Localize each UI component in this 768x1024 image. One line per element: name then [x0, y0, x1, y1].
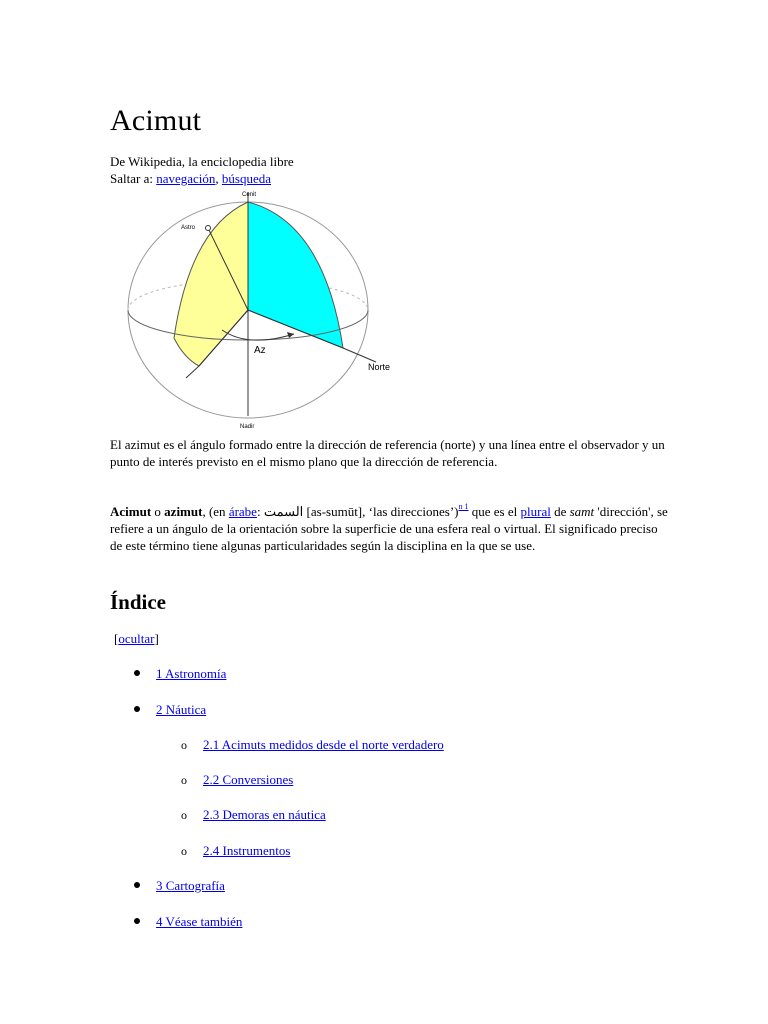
bullet-icon: [134, 918, 140, 924]
toc-item-link[interactable]: 2 Náutica: [156, 702, 207, 717]
term-samt: samt: [569, 504, 595, 519]
toc-item-link[interactable]: 4 Véase también: [156, 914, 243, 929]
bullet-icon: [134, 706, 140, 712]
term-azimut: azimut: [164, 504, 203, 519]
jump-prefix: Saltar a:: [110, 171, 157, 186]
circle-bullet-icon: o: [181, 844, 187, 858]
text-segment: de: [550, 504, 570, 519]
cyan-sector: [248, 202, 343, 348]
jump-separator: ,: [215, 171, 222, 186]
bullet-icon: [134, 882, 140, 888]
site-subtitle: De Wikipedia, la enciclopedia libre: [110, 154, 294, 169]
north-label: Norte: [368, 362, 391, 372]
text-segment: 'dirección', se refiere a un ángulo de la orientación sobre la superficie de una esfera real o virtual. El significado preciso de este término tiene algunas particularidades según la disciplina en la que se use.: [110, 504, 668, 553]
reference-link[interactable]: n 1: [458, 502, 469, 511]
text-segment: que es el: [468, 504, 521, 519]
toc-item-link[interactable]: 2.3 Demoras en náutica: [203, 807, 326, 822]
nadir-label: Nadir: [240, 424, 255, 428]
search-link[interactable]: búsqueda: [221, 171, 272, 186]
azimuth-extension: [186, 366, 199, 378]
star-point: [206, 226, 211, 231]
text-conj: o: [151, 504, 165, 519]
arabic-word: السمت: [263, 504, 304, 519]
navigation-link[interactable]: navegación: [156, 171, 216, 186]
term-acimut: Acimut: [110, 504, 152, 519]
arabic-link[interactable]: árabe: [228, 504, 257, 519]
circle-bullet-icon: o: [181, 773, 187, 787]
hide-toc-link[interactable]: ocultar: [118, 631, 155, 646]
zenith-label: Cenit: [242, 192, 257, 198]
text-segment: :: [256, 504, 264, 519]
star-label: Astro: [181, 225, 196, 231]
jump-links: [110, 170, 294, 187]
text-segment: , (en: [202, 504, 229, 519]
bullet-icon: [134, 670, 140, 676]
toc-item-link[interactable]: 2.4 Instrumentos: [203, 843, 291, 858]
toc-item-link[interactable]: 2.2 Conversiones: [203, 772, 294, 787]
toggle-bracket-open: [: [114, 631, 119, 646]
azimuth-arrowhead: [287, 332, 294, 338]
plural-link[interactable]: plural: [520, 504, 551, 519]
azimuth-diagram: [124, 188, 414, 428]
definition-paragraph: [110, 503, 670, 554]
intro-paragraph: El azimut es el ángulo formado entre la dirección de referencia (norte) y una línea entre el observador y un punto de interés previsto en el mismo plano que la dirección de referencia.: [110, 437, 665, 469]
toc-item-link[interactable]: 2.1 Acimuts medidos desde el norte verdadero: [203, 737, 444, 752]
text-segment: [as-sumūt], ‘las direcciones’): [303, 504, 459, 519]
toc-toggle: [114, 630, 159, 647]
azimuth-diagram-svg: [124, 188, 414, 428]
toc-item-link[interactable]: 1 Astronomía: [156, 666, 227, 681]
toggle-bracket-close: ]: [154, 631, 159, 646]
circle-bullet-icon: o: [181, 808, 187, 822]
article-header: [110, 153, 294, 187]
toc-item-link[interactable]: 3 Cartografía: [156, 878, 225, 893]
page-title: Acimut: [110, 104, 202, 137]
azimuth-label: Az: [254, 345, 266, 356]
toc-heading: Índice: [110, 590, 167, 614]
circle-bullet-icon: o: [181, 738, 187, 752]
